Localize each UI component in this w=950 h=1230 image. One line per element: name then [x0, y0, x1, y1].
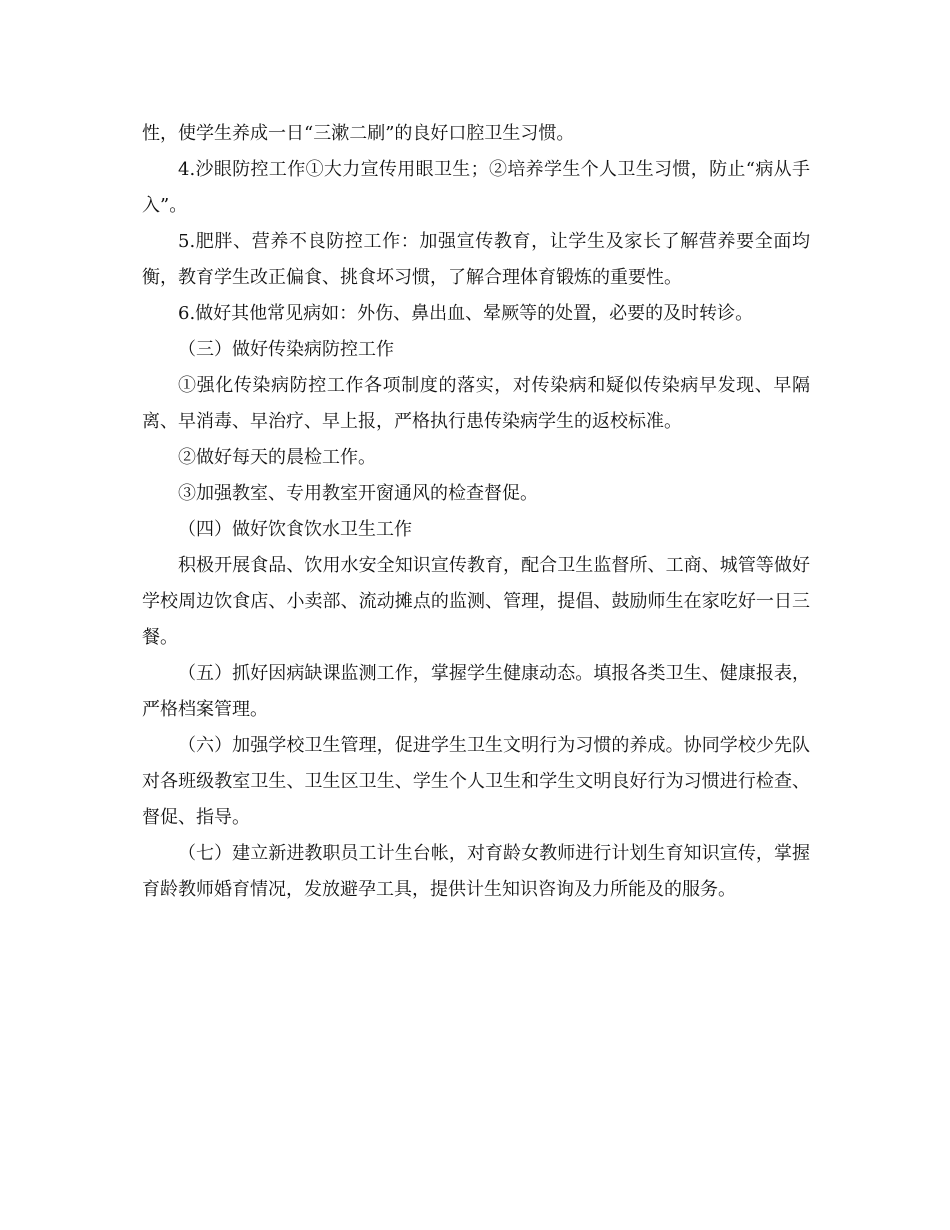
paragraph-school-hygiene-management: （六）加强学校卫生管理，促进学生卫生文明行为习惯的养成。协同学校少先队对各班级教室卫生、卫生区卫生、学生个人卫生和学生文明良好行为习惯进行检查、督促、指导。	[142, 735, 810, 828]
paragraph-trachoma-prevention: 4.沙眼防控工作①大力宣传用眼卫生；②培养学生个人卫生习惯，防止“病从手入”。	[142, 159, 810, 216]
paragraph-oral-hygiene-continuation: 性，使学生养成一日“三漱二刷”的良好口腔卫生习惯。	[142, 123, 575, 144]
paragraph-food-safety-education: 积极开展食品、饮用水安全知识宣传教育，配合卫生监督所、工商、城管等做好学校周边饮食店、小卖部、流动摊点的监测、管理，提倡、鼓励师生在家吃好一日三餐。	[142, 555, 810, 648]
paragraph-morning-check: ②做好每天的晨检工作。	[178, 447, 376, 468]
paragraph-infectious-disease-measures: ①强化传染病防控工作各项制度的落实，对传染病和疑似传染病早发现、早隔离、早消毒、早治疗、早上报，严格执行患传染病学生的返校标准。	[142, 375, 810, 432]
section-heading-food-water-hygiene: （四）做好饮食饮水卫生工作	[178, 519, 412, 540]
paragraph-obesity-malnutrition: 5.肥胖、营养不良防控工作：加强宣传教育，让学生及家长了解营养要全面均衡，教育学生改正偏食、挑食坏习惯，了解合理体育锻炼的重要性。	[142, 231, 810, 288]
paragraph-other-common-diseases: 6.做好其他常见病如：外伤、鼻出血、晕厥等的处置，必要的及时转诊。	[178, 303, 754, 324]
section-heading-infectious-disease: （三）做好传染病防控工作	[178, 339, 394, 360]
paragraph-family-planning: （七）建立新进教职员工计生台帐，对育龄女教师进行计划生育知识宣传，掌握育龄教师婚育情况，发放避孕工具，提供计生知识咨询及力所能及的服务。	[142, 843, 810, 900]
document-body	[142, 116, 810, 908]
paragraph-absence-monitoring: （五）抓好因病缺课监测工作，掌握学生健康动态。填报各类卫生、健康报表，严格档案管理。	[142, 663, 810, 720]
paragraph-ventilation-check: ③加强教室、专用教室开窗通风的检查督促。	[178, 483, 538, 504]
